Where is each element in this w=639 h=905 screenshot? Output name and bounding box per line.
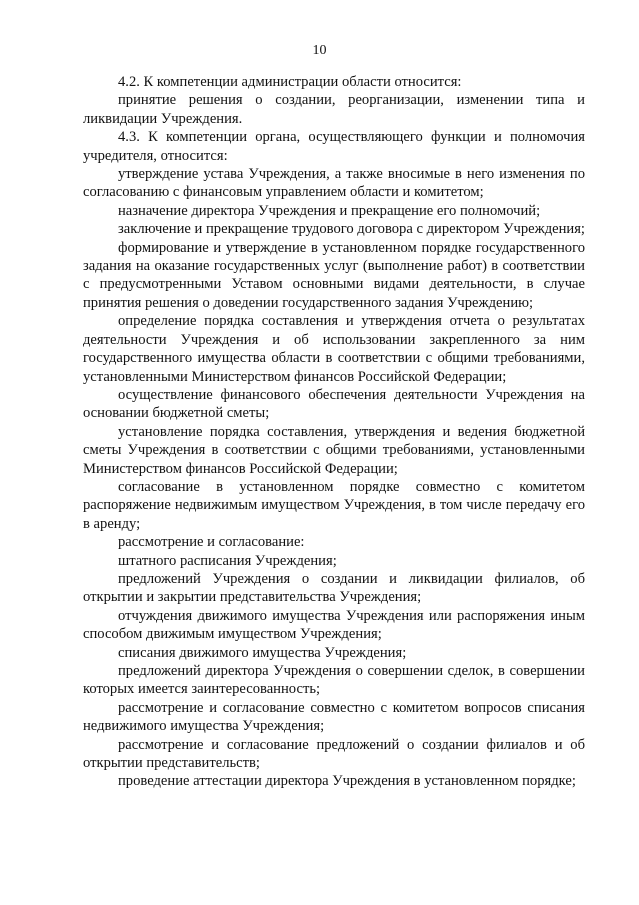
paragraph: отчуждения движимого имущества Учреждения или распоряжения иным способом движимым имуществом Учреждения; — [83, 607, 585, 643]
paragraph: утверждение устава Учреждения, а также вносимые в него изменения по согласованию с финансовым управлением области и комитетом; — [83, 166, 585, 201]
paragraph: согласование в установленном порядке совместно с комитетом распоряжение недвижимым имуществом Учреждения, в том числе передачу его в аренду; — [83, 478, 585, 532]
paragraph: рассмотрение и согласование: — [118, 534, 305, 551]
paragraph: предложений Учреждения о создании и ликвидации филиалов, об открытии и закрытии представительства Учреждения; — [83, 570, 585, 606]
paragraph: рассмотрение и согласование предложений о создании филиалов и об открытии представительств; — [83, 736, 585, 772]
paragraph: формирование и утверждение в установленном порядке государственного задания на оказание государственных услуг (выполнение работ) в соответствии с предусмотренными Уставом основными видами деятельности, в случае принятия решения о доведении государственного задания Учреждению; — [83, 239, 585, 311]
paragraph: штатного расписания Учреждения; — [118, 552, 337, 569]
paragraph: определение порядка составления и утверждения отчета о результатах деятельности Учреждения и об использовании закрепленного за ним государственного имущества области в соответствии с общими требованиями, установленными Министерством финансов Российской Федерации; — [83, 313, 585, 385]
paragraph: рассмотрение и согласование совместно с комитетом вопросов списания недвижимого имущества Учреждения; — [83, 699, 585, 735]
document-body — [83, 73, 585, 791]
paragraph: 4.3. К компетенции органа, осуществляющего функции и полномочия учредителя, относится: — [83, 129, 585, 164]
paragraph: осуществление финансового обеспечения деятельности Учреждения на основании бюджетной сметы; — [83, 386, 585, 422]
paragraph: 4.2. К компетенции администрации области относится: — [118, 74, 462, 90]
paragraph: предложений директора Учреждения о совершении сделок, в совершении которых имеется заинтересованность; — [83, 663, 585, 698]
page-number: 10 — [312, 43, 327, 58]
paragraph: списания движимого имущества Учреждения; — [118, 644, 407, 661]
paragraph: назначение директора Учреждения и прекращение его полномочий; — [118, 202, 541, 219]
paragraph: проведение аттестации директора Учреждения в установленном порядке; — [118, 773, 576, 790]
paragraph: установление порядка составления, утверждения и ведения бюджетной сметы Учреждения в соответствии с общими требованиями, установленными Министерством финансов Российской Федерации; — [83, 423, 585, 477]
paragraph: принятие решения о создании, реорганизации, изменении типа и ликвидации Учреждения. — [83, 92, 585, 127]
paragraph: заключение и прекращение трудового договора с директором Учреждения; — [118, 221, 585, 238]
